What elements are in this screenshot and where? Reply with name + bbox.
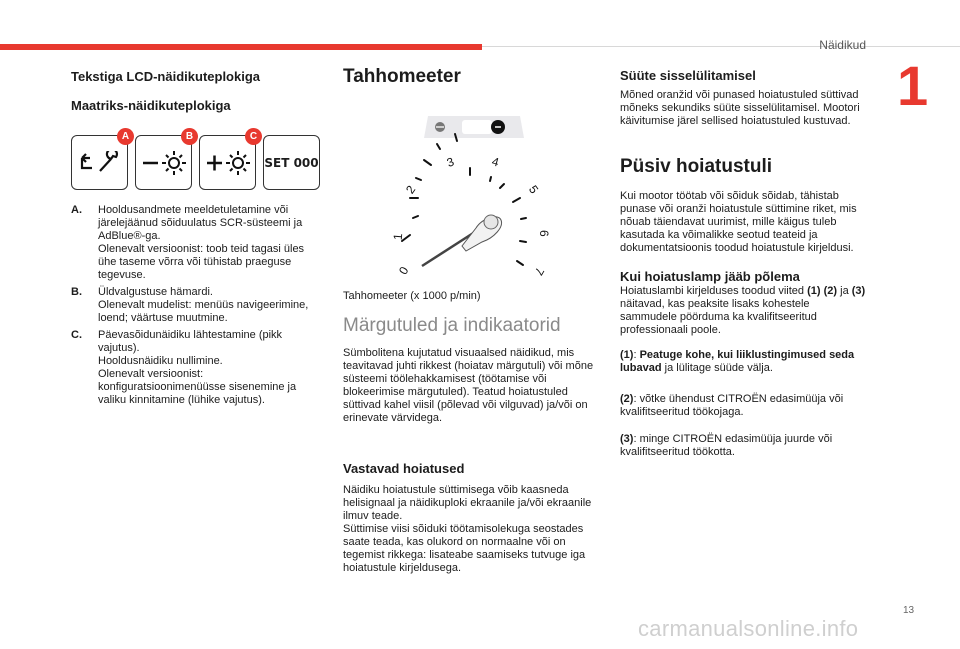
lamp-stays-on-text — [620, 285, 868, 337]
ignition-on-text: Mõned oranžid või punased hoiatustuled süttivad mõneks sekundiks süüte sisselülitamisel. Mootori käivitumise järel sellised hoiatustuled kustuvad. — [620, 89, 860, 127]
gauge-label-0: 0 — [395, 264, 412, 277]
related-warnings-title: Vastavad hoiatused — [343, 461, 465, 476]
button-b[interactable] — [135, 131, 194, 190]
warning-lights-text: Sümbolitena kujutatud visuaalsed näidikud, mis teavitavad juhti rikkest (hoiatav märgutuli) või mõne süsteemi töölehakkamisest (töötamise või blokeerimise märgutuled). Teatud hoiatustuled süttivad kahel viisil (põlevad või vilguvad) ja/või on erinevate värvidega. — [343, 347, 594, 424]
gauge-needle — [422, 215, 502, 266]
warning-lights-title: Märgutuled ja indikaatorid — [343, 315, 561, 336]
tachometer-illustration — [380, 108, 560, 284]
badge-b: B — [181, 128, 198, 145]
lamp-ref-12: (1) (2) — [807, 285, 838, 297]
permanent-warning-text: Kui mootor töötab või sõiduk sõidab, tähistab punase või oranži hoiatustule süttimine riket, mis nõuab täiendavat uurimist, mille käigus tuleb kasutada ka võimalikke seotud teateid ja dokumentatsioonis toodud hoiatustule kirjeldusi. — [620, 190, 857, 254]
top-divider-line — [482, 46, 960, 47]
lamp-ref-3: (3) — [851, 285, 866, 297]
item-key: C. — [71, 329, 82, 341]
display-panel-icon — [424, 116, 524, 138]
chapter-number: 1 — [897, 54, 929, 117]
brightness-plus-icon — [204, 150, 252, 176]
gauge-label-4: 4 — [490, 154, 501, 170]
lamp-text-a: Hoiatuslambi kirjelduses toodud viited — [620, 285, 808, 297]
gauge-label-6: 6 — [537, 230, 551, 237]
item-key: A. — [71, 204, 82, 216]
button-a[interactable] — [71, 131, 130, 190]
note-2-rest: : võtke ühendust CITROËN edasimüüja või kvalifitseeritud töökojaga. — [620, 393, 844, 418]
item-key: B. — [71, 286, 82, 298]
matrix-heading: Maatriks-näidikuteplokiga — [71, 98, 231, 113]
item-text: Hooldusandmete meeldetuletamine või järelejäänud sõiduulatus SCR-süsteemi ja AdBlue®-ga. Olenevalt versioonist: toob teid tagasi üles ühe taseme võrra või tühistab praeguse tegevuse. — [98, 204, 305, 281]
note-2 — [620, 393, 868, 419]
list-item — [71, 286, 321, 325]
lamp-text-e: näitavad, kas peaksite lisaks kohestele sammudele pöörduma ka kvalifitseeritud professionaali poole. — [620, 298, 817, 336]
note-2-key: (2) — [620, 393, 634, 405]
note-3 — [620, 433, 868, 459]
ignition-on-title: Süüte sisselülitamisel — [620, 68, 756, 83]
section-title: Näidikud — [819, 38, 866, 52]
related-warnings-text: Näidiku hoiatustule süttimisega võib kaasneda helisignaal ja näidikuploki ekraanile ja/või ekraanile ilmuv teade. Süttimise viisi sõiduki töötamisolekuga seostades saate teada, kas olukord on normaalne või on tegemist rikkega: lisateabe saamiseks tutvuge iga hoiatustule kirjeldusega. — [343, 484, 592, 574]
middle-column — [343, 66, 599, 88]
brightness-minus-icon — [140, 150, 188, 176]
watermark: carmanualsonline.info — [638, 616, 859, 641]
lamp-stays-on-title: Kui hoiatuslamp jääb põlema — [620, 269, 800, 284]
instrument-button-row — [71, 125, 321, 195]
set-reset-label: SET 000 — [264, 155, 319, 170]
left-column — [71, 69, 321, 113]
button-description-list — [71, 204, 321, 411]
item-text: Üldvalgustuse hämardi. Olenevalt mudelist: menüüs navigeerimine, loend; väärtuse muutmine. — [98, 286, 309, 324]
top-accent-bar — [0, 44, 482, 50]
item-text: Päevasõidunäidiku lähtestamine (pikk vajutus). Hooldusnäidiku nullimine. Olenevalt versioonist: konfiguratsioonimenüüsse sisenemine ja valiku kinnitamine (lühike vajutus). — [98, 329, 297, 406]
lcd-heading: Tekstiga LCD-näidikuteplokiga — [71, 69, 261, 84]
gauge-label-2: 2 — [402, 182, 419, 197]
wrench-return-icon — [78, 151, 122, 175]
badge-a: A — [117, 128, 134, 145]
button-c[interactable] — [199, 131, 258, 190]
right-column — [620, 68, 868, 459]
note-1: (1): Peatuge kohe, kui liiklustingimused seda lubavad ja lülitage süüde välja. — [620, 349, 855, 374]
page-number: 13 — [903, 605, 915, 616]
tachometer-caption-block — [343, 290, 599, 575]
tachometer-title: Tahhomeeter — [343, 66, 461, 87]
permanent-warning-title: Püsiv hoiatustuli — [620, 156, 773, 177]
button-set[interactable] — [263, 135, 320, 190]
gauge-label-7: 7 — [531, 265, 548, 278]
gauge-label-1: 1 — [390, 232, 406, 241]
gauge-label-5: 5 — [525, 182, 542, 197]
note-3-key: (3) — [620, 433, 634, 445]
list-item — [71, 329, 321, 407]
lamp-text-c: ja — [837, 285, 852, 297]
badge-c: C — [245, 128, 262, 145]
note-1-bold: Peatuge kohe, kui liiklustingimused seda lubavad — [620, 349, 855, 374]
note-1-key: (1) — [620, 349, 634, 361]
list-item — [71, 204, 321, 282]
gauge-label-3: 3 — [444, 154, 456, 170]
note-3-rest: : minge CITROËN edasimüüja juurde või kvalifitseeritud töökotta. — [620, 433, 833, 458]
tachometer-caption: Tahhomeeter (x 1000 p/min) — [343, 290, 481, 302]
note-1-rest: ja lülitage süüde välja. — [661, 362, 773, 374]
